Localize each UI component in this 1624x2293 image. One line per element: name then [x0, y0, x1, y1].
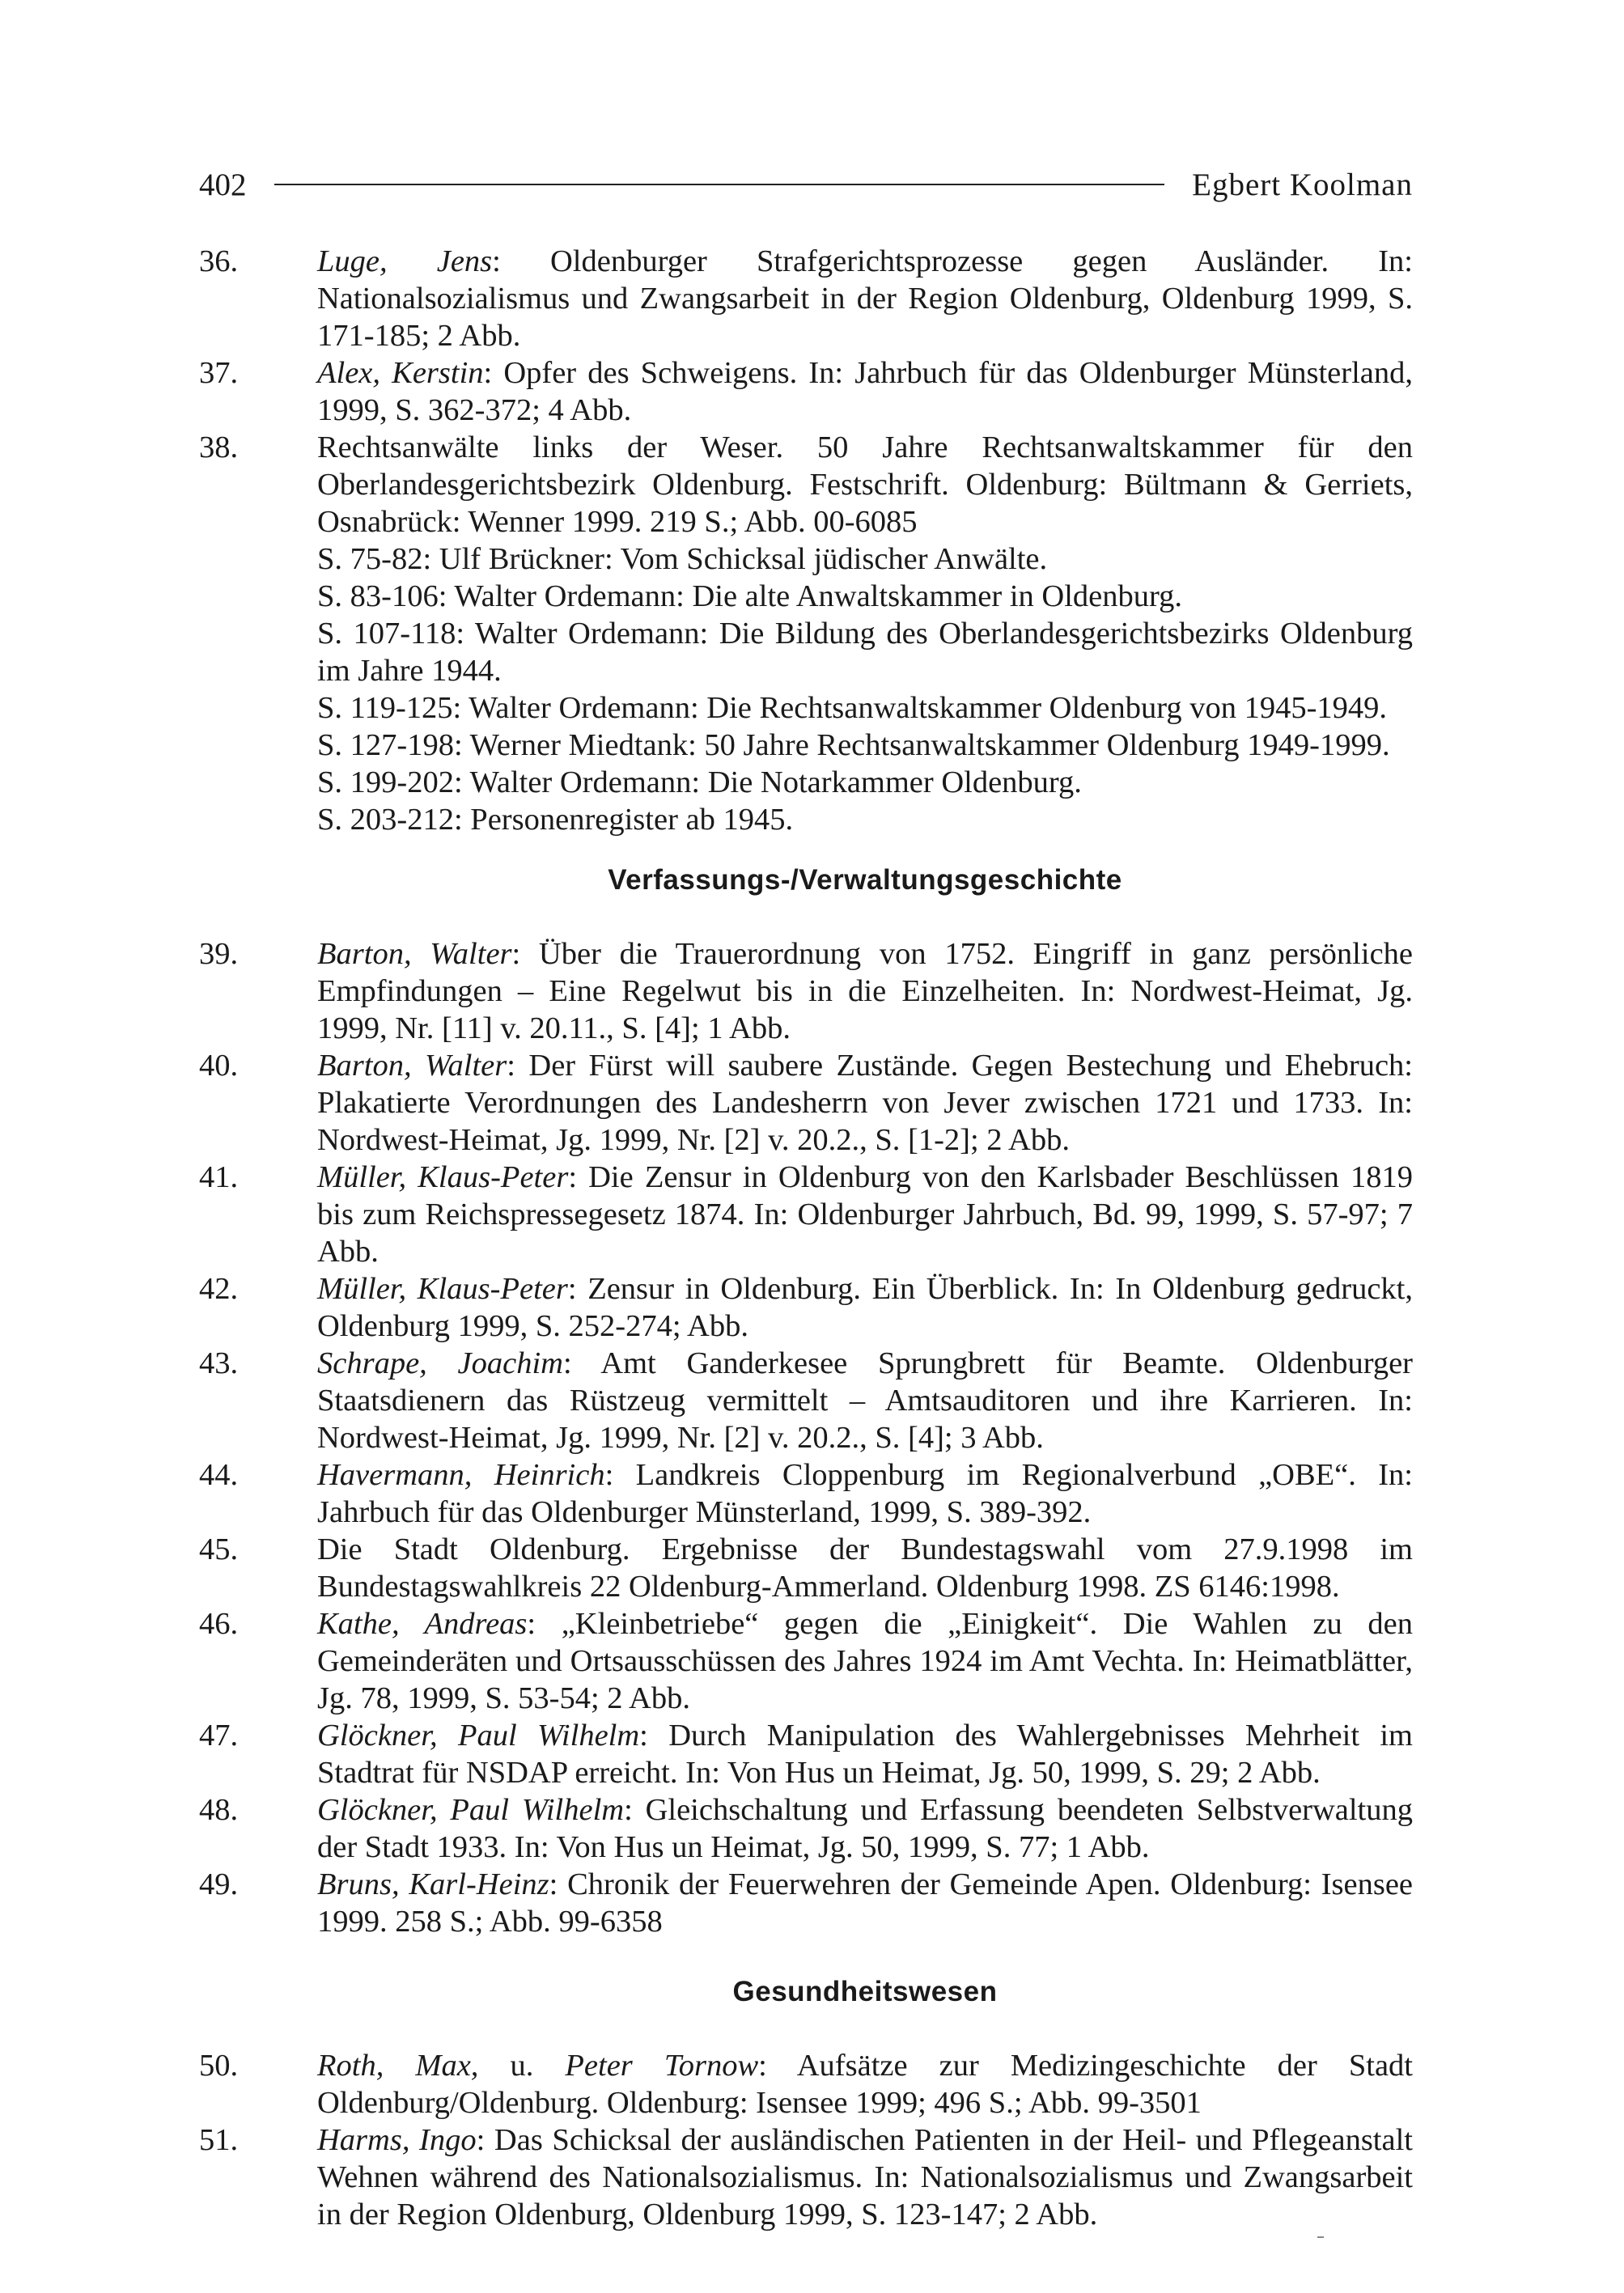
entry-author: Havermann, Heinrich: [317, 1458, 605, 1492]
entry-connector: u.: [478, 2049, 566, 2083]
entry-text: [317, 429, 1413, 540]
sub-entry: S. 119-125: Walter Ordemann: Die Rechtsanwaltskammer Oldenburg von 1945-1949.: [317, 691, 1388, 725]
entry-body: : Durch Manipulation des Wahlergebnisses Mehrheit im Stadtrat für NSDAP erreicht. In: Von Hus un Heimat, Jg. 50, 1999, S. 29; 2 Abb.: [317, 1719, 1413, 1790]
entry-author: Alex, Kerstin: [317, 356, 484, 390]
entry-body: : Gleichschaltung und Erfassung beendeten Selbstverwaltung der Stadt 1933. In: Von Hus un Heimat, Jg. 50, 1999, S. 77; 1 Abb.: [317, 1793, 1414, 1864]
entry-author: Glöckner, Paul Wilhelm: [317, 1793, 625, 1827]
entry-body: : „Kleinbetriebe“ gegen die „Einigkeit“. Die Wahlen zu den Gemeinderäten und Ortsausschüssen des Jahres 1924 im Amt Vechta. In: Heimatblätter, Jg. 78, 1999, S. 53-54; 2 Abb.: [317, 1607, 1413, 1715]
bib-entry: [199, 1866, 1413, 1940]
entry-author: Schrape, Joachim: [317, 1346, 563, 1380]
running-header: [199, 160, 1413, 209]
bib-entry: [199, 354, 1413, 429]
page-number: 402: [199, 167, 247, 202]
bibliography-body: [199, 243, 1413, 2233]
entry-body: : Aufsätze zur Medizingeschichte der Stadt Oldenburg/Oldenburg. Oldenburg: Isensee 1999; 496 S.; Abb. 99-3501: [317, 2049, 1413, 2120]
entry-number: 48.: [199, 1793, 239, 1827]
entry-text: [317, 1605, 1413, 1717]
entry-text: [317, 2121, 1413, 2233]
entry-text: [317, 354, 1413, 429]
entry-text: [317, 1159, 1413, 1270]
section-heading: Verfassungs-/Verwaltungsgeschichte: [608, 864, 1122, 896]
sub-entry: S. 107-118: Walter Ordemann: Die Bildung des Oberlandesgerichtsbezirks Oldenburg im Jahre 1944.: [317, 617, 1413, 688]
entry-text: [317, 1866, 1413, 1940]
entry-number: 42.: [199, 1272, 239, 1306]
entry-number: 40.: [199, 1049, 239, 1083]
sub-entry: S. 83-106: Walter Ordemann: Die alte Anwaltskammer in Oldenburg.: [317, 579, 1182, 613]
entry-author: Roth, Max,: [317, 2049, 479, 2083]
bib-entry: [199, 1456, 1413, 1531]
entry-body: : Das Schicksal der ausländischen Patienten in der Heil- und Pflegeanstalt Wehnen während des Nationalsozialismus. In: Nationalsozialismus und Zwangsarbeit in der Region Oldenburg, Oldenburg 1999, S. 123-147; 2 Abb.: [317, 2123, 1413, 2232]
entry-author: Müller, Klaus-Peter: [317, 1160, 569, 1194]
entry-number: 39.: [199, 937, 239, 971]
entry-text: [317, 1531, 1413, 1605]
sub-entry: S. 75-82: Ulf Brückner: Vom Schicksal jüdischer Anwälte.: [317, 542, 1048, 576]
entry-author: Barton, Walter: [317, 937, 512, 971]
entry-text: [317, 935, 1413, 1047]
entry-number: 41.: [199, 1160, 239, 1194]
entry-number: 38.: [199, 430, 239, 464]
entry-body: : Amt Ganderkesee Sprungbrett für Beamte. Oldenburger Staatsdienern das Rüstzeug vermittelt – Amtsauditoren und ihre Karrieren. In: Nordwest-Heimat, Jg. 1999, Nr. [2] v. 20.2., S. [4]; 3 Abb.: [317, 1346, 1414, 1455]
entry-number: 37.: [199, 356, 239, 390]
bib-entry: [199, 935, 1413, 1047]
entry-text: [317, 1456, 1413, 1531]
header-author: Egbert Koolman: [1192, 167, 1413, 202]
entry-number: 49.: [199, 1867, 239, 1901]
entry-author: Glöckner, Paul Wilhelm: [317, 1719, 640, 1753]
entry-author: Barton, Walter: [317, 1049, 507, 1083]
sub-entry: S. 127-198: Werner Miedtank: 50 Jahre Rechtsanwaltskammer Oldenburg 1949-1999.: [317, 728, 1390, 762]
entry-body: : Landkreis Cloppenburg im Regionalverbund „OBE“. In: Jahrbuch für das Oldenburger Münsterland, 1999, S. 389-392.: [317, 1458, 1413, 1529]
sub-entry: S. 203-212: Personenregister ab 1945.: [317, 803, 794, 837]
bib-entry: [199, 1047, 1413, 1159]
entry-text: [317, 243, 1413, 354]
entry-author: Harms, Ingo: [317, 2123, 477, 2157]
header-rule: [274, 184, 1165, 185]
entry-body: Rechtsanwälte links der Weser. 50 Jahre Rechtsanwaltskammer für den Oberlandesgerichtsbezirk Oldenburg. Festschrift. Oldenburg: Bültmann & Gerriets, Osnabrück: Wenner 1999. 219 S.; Abb. 00-6085: [317, 430, 1413, 539]
entry-number: 50.: [199, 2049, 239, 2083]
bib-entry: [199, 429, 1413, 540]
entry-number: 36.: [199, 244, 239, 278]
entry-body: : Die Zensur in Oldenburg von den Karlsbader Beschlüssen 1819 bis zum Reichspressegesetz 1874. In: Oldenburger Jahrbuch, Bd. 99, 1999, S. 57-97; 7 Abb.: [317, 1160, 1413, 1269]
bib-entry: [199, 1717, 1413, 1791]
bib-entry: [199, 243, 1413, 354]
entry-number: 44.: [199, 1458, 239, 1492]
section-heading: Gesundheitswesen: [732, 1976, 998, 2007]
bib-entry: [199, 2047, 1413, 2121]
entry-text: [317, 1345, 1413, 1456]
bib-entry: [199, 2121, 1413, 2233]
entry-text: [317, 1717, 1413, 1791]
bib-entry: [199, 1270, 1413, 1345]
entry-number: 47.: [199, 1719, 239, 1753]
entry-author: Müller, Klaus-Peter: [317, 1272, 568, 1306]
entry-number: 51.: [199, 2123, 239, 2157]
entry-number: 45.: [199, 1532, 239, 1566]
entry-body: : Opfer des Schweigens. In: Jahrbuch für das Oldenburger Münsterland, 1999, S. 362-372; 4 Abb.: [317, 356, 1413, 427]
entry-text: [317, 2047, 1413, 2121]
scan-mark: [1317, 2236, 1324, 2238]
entry-text: [317, 1791, 1413, 1866]
entry-number: 46.: [199, 1607, 239, 1641]
entry-author: Kathe, Andreas: [317, 1607, 528, 1641]
bib-entry: [199, 1345, 1413, 1456]
entry-number: 43.: [199, 1346, 239, 1380]
entry-body: Die Stadt Oldenburg. Ergebnisse der Bundestagswahl vom 27.9.1998 im Bundestagswahlkreis 22 Oldenburg-Ammerland. Oldenburg 1998. ZS 6146:1998.: [317, 1532, 1413, 1604]
bib-entry: [199, 1159, 1413, 1270]
entry-body: : Der Fürst will saubere Zustände. Gegen Bestechung und Ehebruch: Plakatierte Verordnungen des Landesherrn von Jever zwischen 1721 und 1733. In: Nordwest-Heimat, Jg. 1999, Nr. [2] v. 20.2., S. [1-2]; 2 Abb.: [317, 1049, 1414, 1157]
sub-entry: S. 199-202: Walter Ordemann: Die Notarkammer Oldenburg.: [317, 765, 1082, 799]
bib-entry: [199, 1605, 1413, 1717]
entry-text: [317, 1270, 1413, 1345]
entry-body: : Oldenburger Strafgerichtsprozesse gegen Ausländer. In: Nationalsozialismus und Zwangsarbeit in der Region Oldenburg, Oldenburg 1999, S. 171-185; 2 Abb.: [317, 244, 1413, 353]
entry-body: : Zensur in Oldenburg. Ein Überblick. In: In Oldenburg gedruckt, Oldenburg 1999, S. 252-274; Abb.: [317, 1272, 1414, 1343]
entry-body: : Über die Trauerordnung von 1752. Eingriff in ganz persönliche Empfindungen – Eine Regelwut bis in die Einzelheiten. In: Nordwest-Heimat, Jg. 1999, Nr. [11] v. 20.11., S. [4]; 1 Abb.: [317, 937, 1414, 1045]
bib-entry: [199, 1531, 1413, 1605]
entry-body: : Chronik der Feuerwehren der Gemeinde Apen. Oldenburg: Isensee 1999. 258 S.; Abb. 99-6358: [317, 1867, 1413, 1939]
entry-author: Bruns, Karl-Heinz: [317, 1867, 549, 1901]
entry-coauthor: Peter Tornow: [565, 2049, 759, 2083]
entry-author: Luge, Jens: [317, 244, 493, 278]
bib-entry: [199, 1791, 1413, 1866]
entry-text: [317, 1047, 1413, 1159]
